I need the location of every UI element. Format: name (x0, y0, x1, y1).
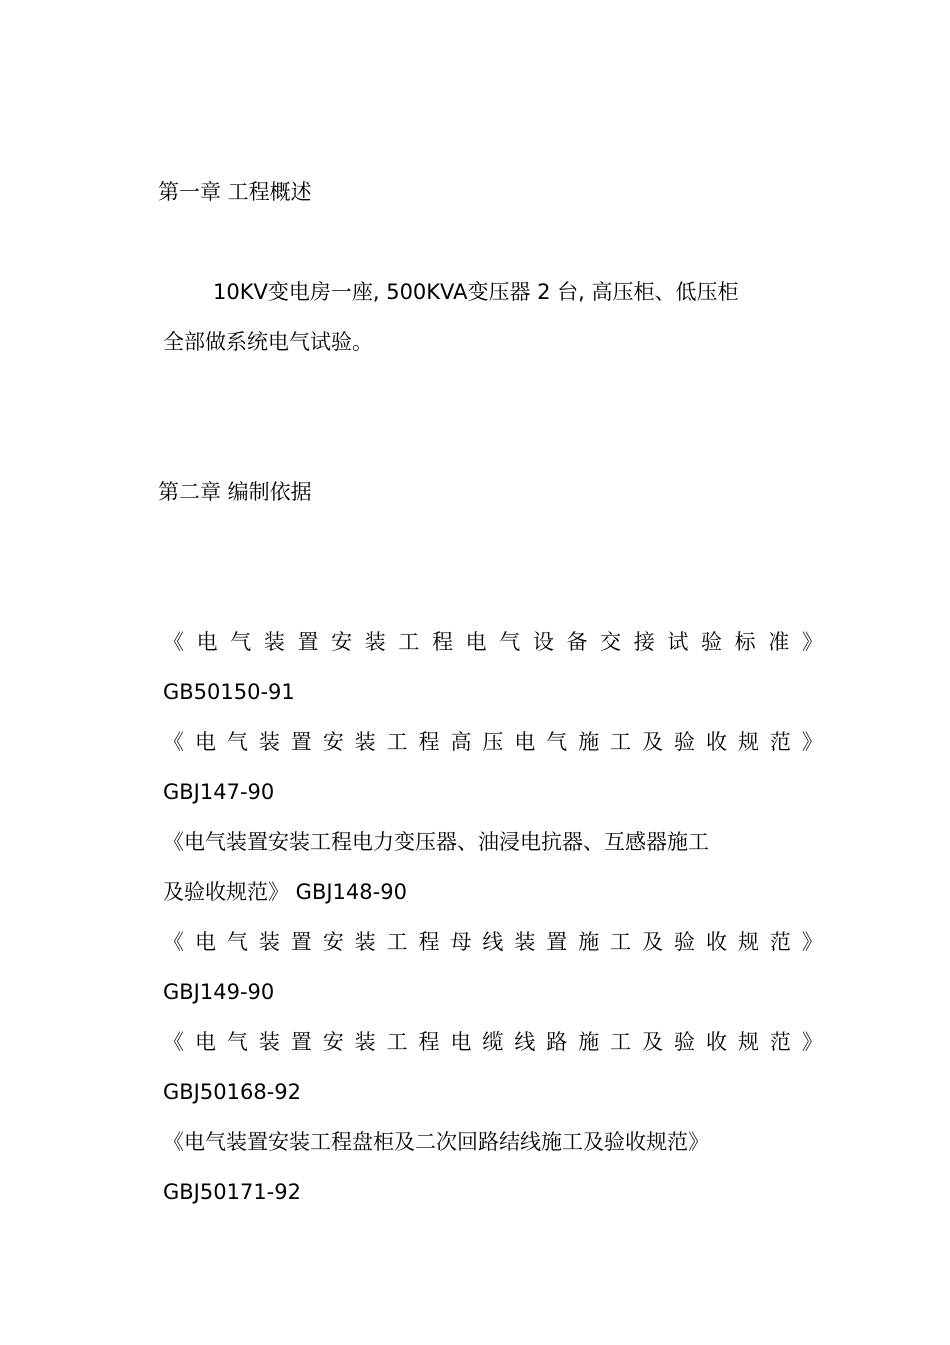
title-char: 》 (801, 930, 823, 954)
title-char: 安 (322, 1030, 344, 1054)
title-char: 程 (418, 730, 440, 754)
title-char: 线 (482, 930, 504, 954)
title-char: 工 (386, 930, 408, 954)
title-char: 程 (432, 630, 453, 654)
title-char: 工 (610, 930, 632, 954)
reference-2-code: GBJ147-90 (163, 780, 275, 804)
reference-4-code: GBJ149-90 (163, 980, 275, 1004)
title-char: 电 (194, 1030, 216, 1054)
title-char: 安 (322, 930, 344, 954)
title-char: 装 (263, 630, 285, 654)
reference-4-name (163, 928, 823, 956)
title-char: 气 (499, 630, 521, 654)
title-char: 》 (801, 630, 823, 654)
title-char: 置 (290, 1030, 312, 1054)
title-char: 电 (465, 630, 487, 654)
chapter1-paragraph-line1: 10KV变电房一座, 500KVA变压器 2 台, 高压柜、低压柜 (213, 280, 739, 304)
title-char: 装 (514, 930, 536, 954)
title-char: 准 (768, 630, 790, 654)
title-char: 压 (482, 730, 504, 754)
reference-3-name-line1: 《电气装置安装工程电力变压器、油浸电抗器、互感器施工 (163, 830, 709, 854)
title-char: 《 (163, 1030, 184, 1054)
title-char: 气 (226, 930, 248, 954)
title-char: 装 (258, 1030, 280, 1054)
title-char: 置 (546, 930, 568, 954)
title-char: 验 (674, 730, 695, 754)
title-char: 施 (578, 1030, 600, 1054)
title-char: 施 (578, 930, 600, 954)
title-char: 路 (546, 1030, 568, 1054)
title-char: 程 (418, 930, 440, 954)
title-char: 《 (163, 730, 184, 754)
reference-1-code: GB50150-91 (163, 680, 295, 704)
title-char: 安 (322, 730, 344, 754)
title-char: 装 (364, 630, 386, 654)
title-char: 电 (450, 1030, 472, 1054)
title-char: 验 (701, 630, 722, 654)
chapter1-heading: 第一章 工程概述 (158, 180, 312, 204)
title-char: 验 (674, 1030, 695, 1054)
title-char: 装 (354, 730, 376, 754)
title-char: 气 (226, 1030, 248, 1054)
title-char: 置 (290, 730, 312, 754)
title-char: 《 (163, 630, 184, 654)
title-char: 标 (734, 630, 756, 654)
reference-5-name (163, 1028, 823, 1056)
title-char: 置 (290, 930, 312, 954)
title-char: 范 (769, 930, 791, 954)
title-char: 置 (297, 630, 319, 654)
title-char: 电 (194, 730, 216, 754)
title-char: 设 (532, 630, 554, 654)
title-char: 及 (642, 930, 664, 954)
title-char: 气 (546, 730, 568, 754)
title-char: 程 (418, 1030, 440, 1054)
title-char: 电 (194, 930, 216, 954)
title-char: 装 (354, 930, 376, 954)
title-char: 试 (667, 630, 689, 654)
title-char: 收 (705, 730, 727, 754)
title-char: 收 (705, 1030, 727, 1054)
title-char: 及 (642, 730, 664, 754)
title-char: 及 (642, 1030, 664, 1054)
title-char: 范 (769, 1030, 791, 1054)
title-char: 收 (705, 930, 727, 954)
reference-5-code: GBJ50168-92 (163, 1080, 301, 1104)
title-char: 》 (801, 1030, 823, 1054)
title-char: 工 (610, 730, 632, 754)
title-char: 气 (226, 730, 248, 754)
title-char: 施 (578, 730, 600, 754)
title-char: 工 (386, 730, 408, 754)
title-char: 电 (514, 730, 536, 754)
title-char: 装 (258, 930, 280, 954)
title-char: 验 (674, 930, 695, 954)
reference-6-name: 《电气装置安装工程盘柜及二次回路结线施工及验收规范》 (163, 1130, 709, 1154)
title-char: 缆 (482, 1030, 504, 1054)
title-char: 工 (398, 630, 420, 654)
title-char: 规 (737, 1030, 759, 1054)
reference-1-name (163, 628, 823, 656)
title-char: 线 (514, 1030, 536, 1054)
title-char: 规 (737, 930, 759, 954)
title-char: 气 (230, 630, 252, 654)
title-char: 工 (610, 1030, 632, 1054)
title-char: 范 (769, 730, 791, 754)
title-char: 安 (331, 630, 353, 654)
title-char: 电 (196, 630, 218, 654)
chapter1-paragraph-line2: 全部做系统电气试验。 (163, 330, 373, 354)
title-char: 规 (737, 730, 759, 754)
title-char: 接 (633, 630, 655, 654)
title-char: 装 (258, 730, 280, 754)
title-char: 》 (801, 730, 823, 754)
title-char: 备 (566, 630, 588, 654)
title-char: 高 (450, 730, 472, 754)
title-char: 装 (354, 1030, 376, 1054)
chapter2-heading: 第二章 编制依据 (158, 480, 312, 504)
reference-3-name-line2: 及验收规范》 GBJ148-90 (163, 880, 407, 904)
title-char: 交 (600, 630, 622, 654)
title-char: 《 (163, 930, 184, 954)
reference-6-code: GBJ50171-92 (163, 1180, 301, 1204)
title-char: 工 (386, 1030, 408, 1054)
title-char: 母 (450, 930, 472, 954)
reference-2-name (163, 728, 823, 756)
